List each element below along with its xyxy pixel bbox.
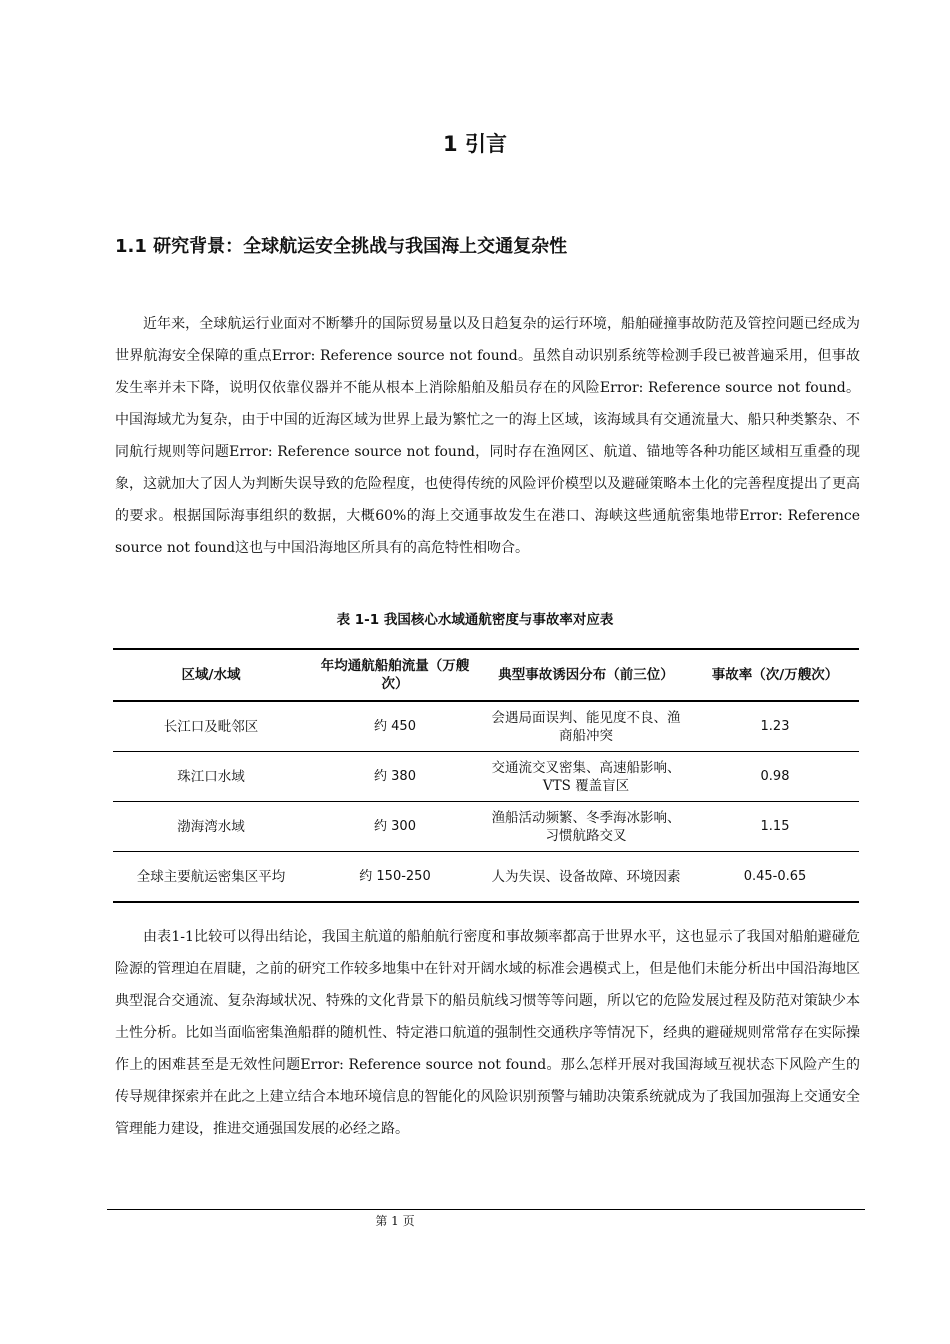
header-region: 区域/水域 (113, 649, 309, 701)
cell-region: 珠江口水域 (113, 752, 309, 802)
table-row (113, 752, 859, 802)
cell-accident-rate: 1.15 (691, 802, 859, 852)
header-accident-causes: 典型事故诱因分布（前三位） (481, 649, 691, 701)
table-header-row (113, 649, 859, 701)
cell-accident-causes: 人为失误、设备故障、环境因素 (481, 852, 691, 903)
cell-region: 渤海湾水域 (113, 802, 309, 852)
body-paragraph-1: 近年来，全球航运行业面对不断攀升的国际贸易量以及日趋复杂的运行环境，船舶碰撞事故防范及管控问题已经成为世界航海安全保障的重点Error: Reference source not found。虽然自动识别系统等检测手段已被普遍采用，但事故发生率并未下降，说明仅依靠仪器并不能从根本上消除船舶及船员存在的风险Error: Reference source not found。中国海域尤为复杂，由于中国的近海区域为世界上最为繁忙之一的海上区域，该海域具有交通流量大、船只种类繁杂、不同航行规则等问题Error: Reference source not found，同时存在渔网区、航道、锚地等各种功能区域相互重叠的现象，这就加大了因人为判断失误导致的危险程度，也使得传统的风险评价模型以及避碰策略本土化的完善程度提出了更高的要求。根据国际海事组织的数据，大概60%的海上交通事故发生在港口、海峡这些通航密集地带Error: Reference source not found这也与中国沿海地区所具有的高危特性相吻合。 (115, 316, 860, 556)
data-table (113, 648, 859, 903)
body-paragraph-2: 由表1-1比较可以得出结论，我国主航道的船舶航行密度和事故频率都高于世界水平，这也显示了我国对船舶避碰危险源的管理迫在眉睫，之前的研究工作较多地集中在针对开阔水域的标准会遇模式上，但是他们未能分析出中国沿海地区典型混合交通流、复杂海域状况、特殊的文化背景下的船员航线习惯等等问题，所以它的危险发展过程及防范对策缺少本土性分析。比如当面临密集渔船群的随机性、特定港口航道的强制性交通秩序等情况下，经典的避碰规则常常存在实际操作上的困难甚至是无效性问题Error: Reference source not found。那么怎样开展对我国海域互视状态下风险产生的传导规律探索并在此之上建立结合本地环境信息的智能化的风险识别预警与辅助决策系统就成为了我国加强海上交通安全管理能力建设，推进交通强国发展的必经之路。 (115, 929, 860, 1137)
cell-region: 全球主要航运密集区平均 (113, 852, 309, 903)
table-row (113, 852, 859, 903)
cell-traffic-volume: 约 300 (309, 802, 481, 852)
footer-divider (107, 1209, 865, 1210)
table-row (113, 701, 859, 752)
table-row (113, 802, 859, 852)
chapter-title: 1 引言 (443, 132, 507, 156)
cell-traffic-volume: 约 150-250 (309, 852, 481, 903)
header-accident-rate: 事故率（次/万艘次） (691, 649, 859, 701)
cell-region: 长江口及毗邻区 (113, 701, 309, 752)
header-traffic-volume: 年均通航船舶流量（万艘次） (309, 649, 481, 701)
cell-accident-rate: 0.98 (691, 752, 859, 802)
cell-traffic-volume: 约 380 (309, 752, 481, 802)
table-caption: 表 1-1 我国核心水域通航密度与事故率对应表 (336, 612, 614, 628)
cell-traffic-volume: 约 450 (309, 701, 481, 752)
cell-accident-causes: 会遇局面误判、能见度不良、渔商船冲突 (481, 701, 691, 752)
cell-accident-rate: 0.45-0.65 (691, 852, 859, 903)
cell-accident-causes: 交通流交叉密集、高速船影响、VTS 覆盖盲区 (481, 752, 691, 802)
page-number: 第 1 页 (375, 1214, 415, 1228)
cell-accident-causes: 渔船活动频繁、冬季海冰影响、习惯航路交叉 (481, 802, 691, 852)
section-title: 1.1 研究背景：全球航运安全挑战与我国海上交通复杂性 (115, 236, 568, 257)
cell-accident-rate: 1.23 (691, 701, 859, 752)
